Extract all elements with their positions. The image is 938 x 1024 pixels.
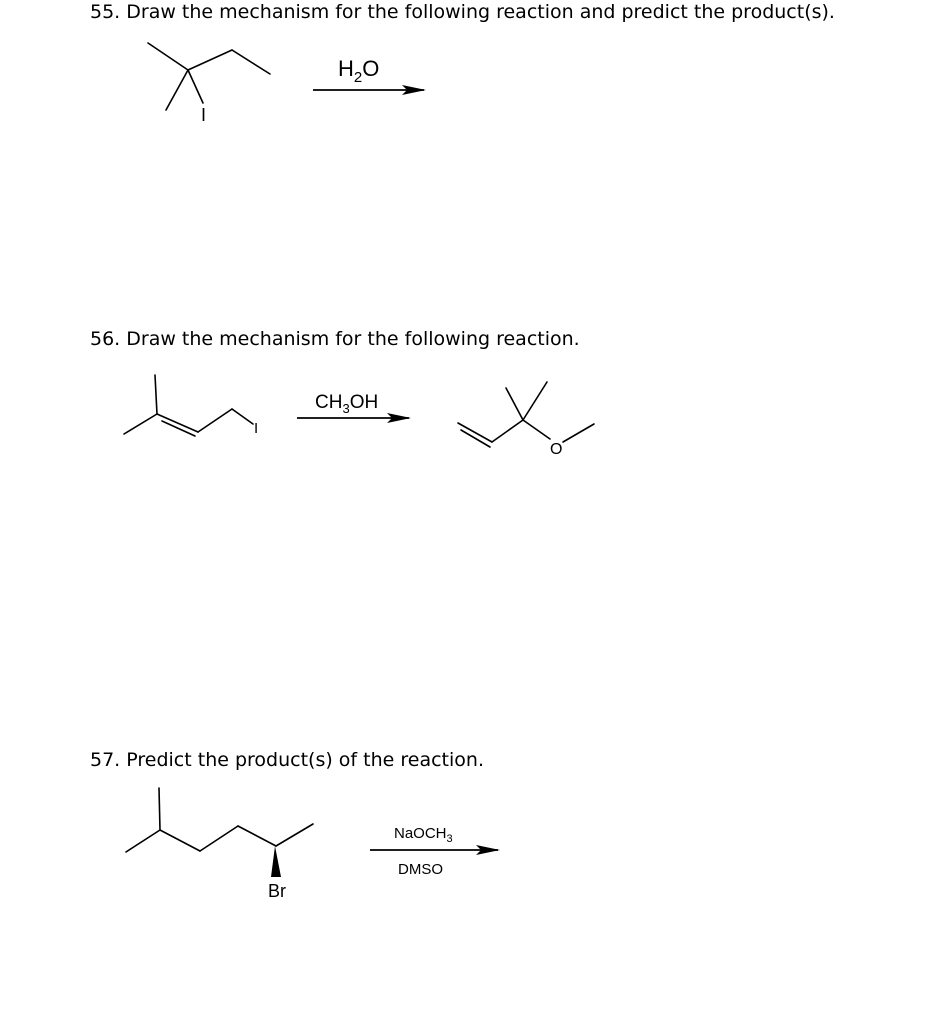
q56-reaction-arrow [297,392,409,418]
q56-bond-c-i [232,409,253,424]
q55-bond-methyl-upper [148,43,188,70]
q56-bond-methyl-a [506,388,523,420]
q56-bond-c-o [523,420,550,439]
question-55-prompt: Draw the mechanism for the following reaction and predict the product(s). [126,1,835,23]
q56-bond-methyl-lower [124,414,157,434]
q55-bond-c-i [188,70,203,103]
q57-wedge-bond-c-br [271,846,281,877]
q56-bond-ch2 [198,409,232,432]
question-57-number: 57. [90,749,121,771]
q56-bond-o-ch3 [563,424,594,442]
q57-bromine-label: Br [268,881,286,901]
q55-reagent-label: $H_2O$ [338,56,380,86]
q55-reactant-structure [148,43,270,125]
q57-bond-c5-c6 [276,824,313,846]
q57-reaction-arrow [370,825,498,878]
question-56-number: 56. [90,328,121,350]
q55-bond-ch2 [188,50,232,70]
q57-reactant-structure [126,788,313,901]
q57-bond-c4-c5 [238,826,276,846]
q56-bond-methyl-b [523,382,547,420]
q56-product-structure [458,382,594,458]
q56-reagent-label: $CH_3OH$ [315,392,379,416]
q56-oxygen-label: O [550,441,563,458]
q57-reagent-label: NaOCH$_3$ [394,825,453,845]
q55-bond-ch3 [232,50,270,74]
q55-reaction-arrow [313,56,424,90]
q56-double-bond-outer [157,414,198,432]
q56-reactant-structure [124,375,258,437]
q57-bond-c2-c3 [160,830,200,851]
q56-iodine-label: I [254,420,259,437]
q56-bond-methyl-upper [155,375,157,414]
q57-solvent-label: DMSO [398,861,443,878]
q57-bond-methyl-lower [126,830,160,852]
q57-bond-methyl-upper [159,788,160,830]
question-55-number: 55. [90,1,121,23]
question-56-prompt: Draw the mechanism for the following reaction. [126,328,580,350]
q56-bond-vinyl-quat [492,420,523,442]
q56-vinyl-double-outer [458,423,492,442]
question-57-prompt: Predict the product(s) of the reaction. [126,749,484,771]
q55-iodine-label: I [201,105,207,125]
q55-bond-methyl-lower [166,70,188,110]
q57-bond-c3-c4 [200,826,238,851]
